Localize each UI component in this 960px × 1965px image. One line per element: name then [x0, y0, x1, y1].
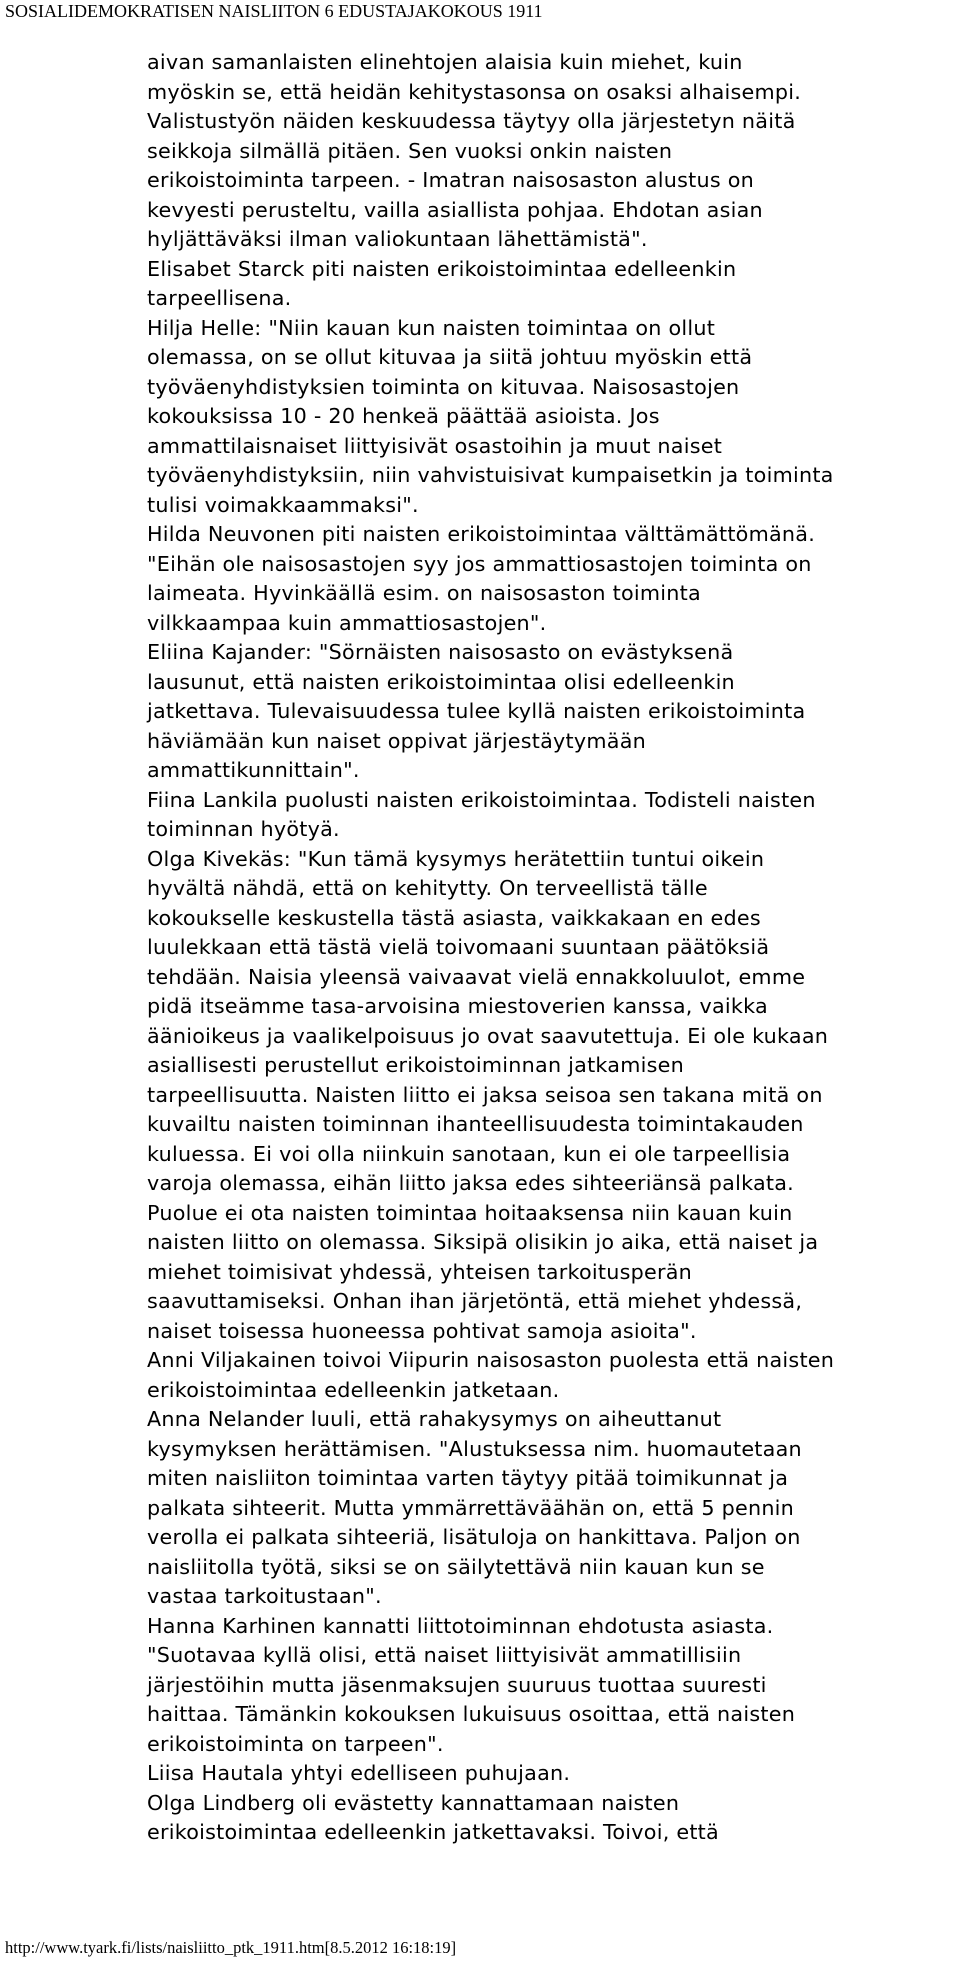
text-line: palkata sihteerit. Mutta ymmärrettäväähän on, että 5 pennin [147, 1495, 795, 1520]
text-line: miehet toimisivat yhdessä, yhteisen tarkoitusperän [147, 1259, 693, 1284]
text-line: häviämään kun naiset oppivat järjestäytymään [147, 728, 646, 753]
text-line: naisten liitto on olemassa. Siksipä olisikin jo aika, että naiset ja [147, 1230, 819, 1254]
text-line: äänioikeus ja vaalikelpoisuus jo ovat saavutettuja. Ei ole kukaan [147, 1023, 829, 1048]
text-line: kokouksissa 10 - 20 henkeä päättää asioista. Jos [147, 404, 660, 428]
text-line: Olga Kivekäs: "Kun tämä kysymys herätettiin tuntui oikein [147, 846, 765, 871]
text-line: tarpeellisuutta. Naisten liitto ei jaksa seisoa sen takana mitä on [147, 1082, 823, 1107]
text-line: haittaa. Tämänkin kokouksen lukuisuus osoittaa, että naisten [147, 1702, 796, 1726]
text-line: Valistustyön näiden keskuudessa täytyy olla järjestetyn näitä [147, 109, 796, 133]
text-line: pidä itseämme tasa-arvoisina miestoverien kanssa, vaikka [147, 994, 768, 1018]
text-line: erikoistoiminta on tarpeen". [147, 1731, 444, 1756]
text-line: aivan samanlaisten elinehtojen alaisia kuin miehet, kuin [147, 50, 743, 74]
text-line: Eliina Kajander: "Sörnäisten naisosasto on evästyksenä [147, 640, 734, 664]
text-line: Anni Viljakainen toivoi Viipurin naisosaston puolesta että naisten [147, 1348, 835, 1372]
text-line: ammattilaisnaiset liittyisivät osastoihin ja muut naiset [147, 433, 723, 458]
text-line: seikkoja silmällä pitäen. Sen vuoksi onkin naisten [147, 138, 673, 163]
text-line: työväenyhdistyksien toiminta on kituvaa. Naisosastojen [147, 374, 740, 399]
text-line: Olga Lindberg oli evästetty kannattamaan naisten [147, 1790, 680, 1815]
text-line: verolla ei palkata sihteeriä, lisätuloja on hankittava. Paljon on [147, 1525, 801, 1549]
document-body [147, 48, 957, 1848]
text-line: Anna Nelander luuli, että rahakysymys on aiheuttanut [147, 1407, 722, 1431]
text-line: työväenyhdistyksiin, niin vahvistuisivat kumpaisetkin ja toiminta [147, 463, 834, 487]
text-line: kuvailtu naisten toiminnan ihanteellisuudesta toimintakauden [147, 1112, 804, 1136]
text-line: miten naisliiton toimintaa varten täytyy pitää toimikunnat ja [147, 1466, 789, 1490]
text-line: Hilja Helle: "Niin kauan kun naisten toimintaa on ollut [147, 315, 716, 340]
text-line: varoja olemassa, eihän liitto jaksa edes sihteeriänsä palkata. [147, 1171, 794, 1195]
text-line: tarpeellisena. [147, 286, 292, 310]
text-line: kysymyksen herättämisen. "Alustuksessa nim. huomautetaan [147, 1436, 802, 1461]
text-line: vastaa tarkoitustaan". [147, 1584, 382, 1608]
text-line: "Suotavaa kyllä olisi, että naiset liittyisivät ammatillisiin [147, 1643, 742, 1667]
text-line: kevyesti perusteltu, vailla asiallista pohjaa. Ehdotan asian [147, 197, 763, 222]
text-line: Liisa Hautala yhtyi edelliseen puhujaan. [147, 1761, 571, 1785]
text-line: saavuttamiseksi. Onhan ihan järjetöntä, että miehet yhdessä, [147, 1289, 803, 1313]
text-line: tehdään. Naisia yleensä vaivaavat vielä ennakkoluulot, emme [147, 964, 806, 989]
text-line: vilkkaampaa kuin ammattiosastojen". [147, 610, 547, 635]
text-line: lausunut, että naisten erikoistoimintaa olisi edelleenkin [147, 669, 735, 694]
text-line: "Eihän ole naisosastojen syy jos ammattiosastojen toiminta on [147, 551, 812, 576]
text-line: Puolue ei ota naisten toimintaa hoitaaksensa niin kauan kuin [147, 1200, 793, 1225]
text-line: naisliitolla työtä, siksi se on säilytettävä niin kauan kun se [147, 1554, 765, 1579]
text-line: luulekkaan että tästä vielä toivomaani suuntaan päätöksiä [147, 935, 770, 959]
text-line: järjestöihin mutta jäsenmaksujen suuruus tuottaa suuresti [147, 1672, 767, 1697]
page-footer-url: http://www.tyark.fi/lists/naisliitto_ptk_1911.htm[8.5.2012 16:18:19] [5, 1938, 457, 1957]
text-line: erikoistoimintaa edelleenkin jatketaan. [147, 1377, 560, 1402]
text-line: ammattikunnittain". [147, 758, 360, 782]
text-line: olemassa, on se ollut kituvaa ja siitä johtuu myöskin että [147, 345, 753, 369]
text-line: Hilda Neuvonen piti naisten erikoistoimintaa välttämättömänä. [147, 522, 816, 546]
text-line: jatkettava. Tulevaisuudessa tulee kyllä naisten erikoistoiminta [147, 699, 806, 723]
text-line: hyljättäväksi ilman valiokuntaan lähettämistä". [147, 227, 648, 251]
text-line: tulisi voimakkaammaksi". [147, 492, 419, 517]
text-line: Fiina Lankila puolusti naisten erikoistoimintaa. Todisteli naisten [147, 787, 816, 812]
page-header: SOSIALIDEMOKRATISEN NAISLIITON 6 EDUSTAJAKOKOUS 1911 [5, 1, 543, 21]
text-line: kuluessa. Ei voi olla niinkuin sanotaan, kun ei ole tarpeellisia [147, 1141, 791, 1166]
text-line: laimeata. Hyvinkäällä esim. on naisosaston toiminta [147, 581, 701, 605]
text-line: toiminnan hyötyä. [147, 817, 340, 841]
text-line: kokoukselle keskustella tästä asiasta, vaikkakaan en edes [147, 905, 761, 930]
text-line: Elisabet Starck piti naisten erikoistoimintaa edelleenkin [147, 256, 737, 281]
text-line: Hanna Karhinen kannatti liittotoiminnan ehdotusta asiasta. [147, 1613, 774, 1638]
text-line: asiallisesti perustellut erikoistoiminnan jatkamisen [147, 1053, 684, 1077]
text-line: erikoistoiminta tarpeen. - Imatran naisosaston alustus on [147, 168, 754, 192]
text-line: myöskin se, että heidän kehitystasonsa on osaksi alhaisempi. [147, 79, 802, 104]
text-line: erikoistoimintaa edelleenkin jatkettavaksi. Toivoi, että [147, 1820, 719, 1844]
text-line: hyvältä nähdä, että on kehitytty. On terveellistä tälle [147, 876, 708, 900]
text-line: naiset toisessa huoneessa pohtivat samoja asioita". [147, 1318, 697, 1343]
